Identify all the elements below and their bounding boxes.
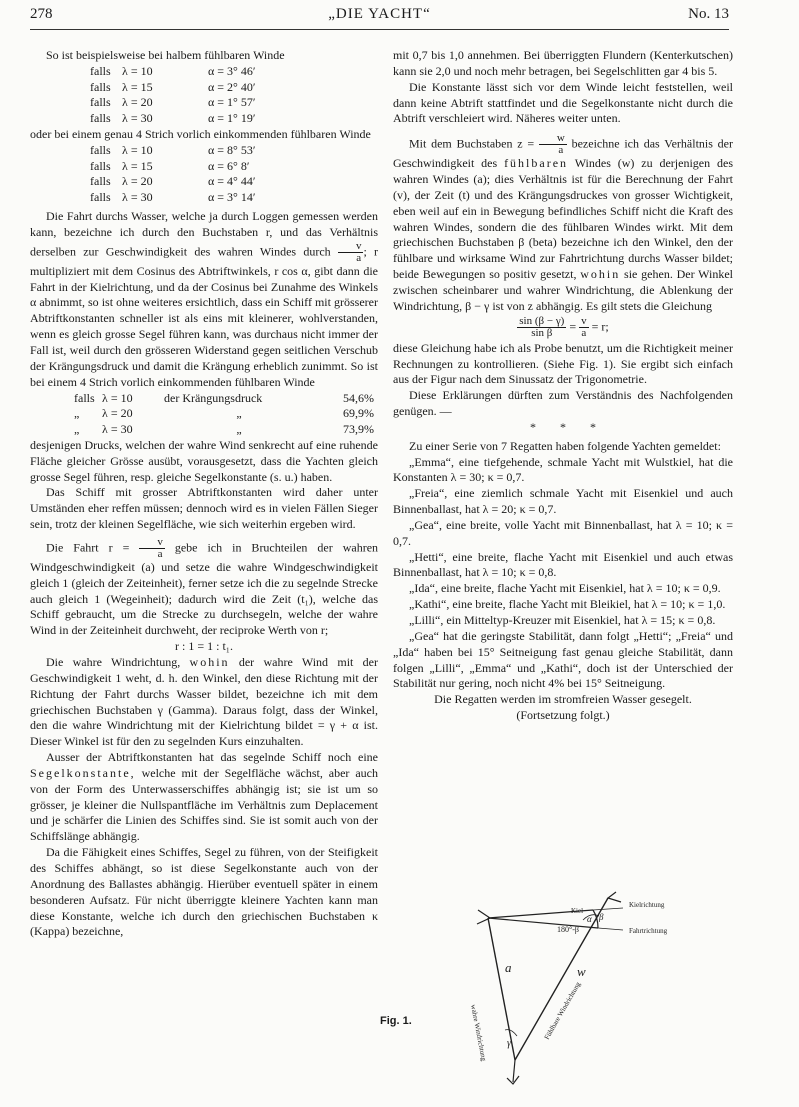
table-cell: λ = 30 bbox=[122, 111, 153, 126]
denominator: a bbox=[558, 144, 564, 157]
table-cell: falls bbox=[90, 142, 111, 157]
table-cell: α = 3° 14′ bbox=[208, 190, 256, 205]
text: bezeichne ich das Verhältnis der Geschwindigkeit des bbox=[393, 136, 734, 171]
arrow-head-top bbox=[608, 892, 621, 902]
alpha-table-half-wind bbox=[90, 64, 298, 127]
fraction-sin bbox=[517, 316, 566, 339]
fuehlbare-text: Fühlbare Windrichtung bbox=[542, 980, 583, 1041]
paragraph: desjenigen Drucks, welchen der wahre Wind senkrecht auf eine ruhende Fläche gleicher Grösse ausübt, vorausgesetzt, dass die Yachten gleich grosse Segel führen, resp. gleiche Segelkonstante (s. u.) haben. bbox=[30, 437, 378, 484]
fahrtrichtung-text: Fahrtrichtung bbox=[629, 927, 668, 935]
alpha-table-4-strich bbox=[90, 143, 298, 206]
table-row bbox=[90, 80, 298, 96]
paragraph: „Gea“ hat die geringste Stabilität, dann folgt „Hetti“; „Freia“ und „Ida“ haben bei 15° Seitneigung fast genau gleiche Stabilität, dann folgen „Lilli“, „Emma“ und „Kathi“, doch ist der Unterschied der Stabilität nur gering, noch nicht 4% bei 15° Seitneigung. bbox=[393, 628, 733, 691]
table-cell: „ bbox=[74, 406, 80, 421]
text: Die wahre Windrichtung, bbox=[46, 655, 181, 670]
paragraph bbox=[30, 750, 378, 845]
numerator: w bbox=[539, 133, 567, 145]
text: durch bbox=[303, 244, 331, 258]
equation-result: = r; bbox=[591, 318, 609, 333]
continuation-note: (Fortsetzung folgt.) bbox=[516, 708, 610, 723]
section-stars: * * * bbox=[530, 419, 596, 434]
table-cell: falls bbox=[90, 63, 111, 78]
text: sie gehen. Der Winkel zwischen scheinbarer und wahrer Windrichtung, die Ablenkung der Windrichtung, β − γ ist von z abhängig. Es gilt stets die Gleichung bbox=[393, 267, 734, 313]
table-row bbox=[90, 174, 298, 190]
fahrtrichtung-line bbox=[598, 928, 623, 930]
yacht-list bbox=[393, 455, 733, 629]
table-cell: falls bbox=[90, 79, 111, 94]
table-cell: α = 2° 40′ bbox=[208, 79, 256, 94]
text: Die Fahrt r = bbox=[46, 540, 130, 555]
denominator: a bbox=[157, 547, 163, 560]
fraction-w-over-a bbox=[539, 133, 567, 156]
table-cell: 54,6% bbox=[343, 390, 374, 405]
table-row bbox=[90, 64, 298, 80]
paragraph: Diese Erklärungen dürften zum Verständnis des Nachfolgenden genügen. — bbox=[393, 388, 733, 419]
yacht-entry: „Lilli“, ein Mitteltyp-Kreuzer mit Eisenkiel, hat λ = 15; κ = 0,8. bbox=[409, 613, 716, 627]
table-cell: λ = 10 bbox=[122, 63, 153, 78]
table-cell: α = 6° 8′ bbox=[208, 158, 250, 173]
text: gebe ich in Bruchteilen der wahren Windgeschwindigkeit (a) und setze die wahre Windgeschwindigkeit gleich 1 (gleich der Zeiteinheit), ferner setze ich die zu segelnde Strecke auch gleich 1 (Wegeinheit); dadurch wird die Zeit (t₁), welche das Schiff gebraucht, um die Strecke zu durchsegeln, welche der wahre Wind in der Zeiteinheit durchweht, der reciproke Werth von r; bbox=[30, 540, 379, 638]
table-cell: „ bbox=[236, 406, 242, 421]
yacht-entry: „Gea“, eine breite, volle Yacht mit Binnenballast, hat λ = 10; κ = 0,7. bbox=[393, 517, 733, 548]
text: ; r multipliziert mit dem Cosinus des Abtriftwinkels, bbox=[30, 244, 379, 278]
table-cell: der Krängungsdruck bbox=[164, 390, 263, 405]
emphasis: Segelkonstante, bbox=[30, 765, 136, 780]
yacht-entry: „Ida“, eine breite, flache Yacht mit Eisenkiel, hat λ = 10; κ = 0,9. bbox=[409, 581, 721, 596]
paragraph: Das Schiff mit grosser Abtriftkonstanten wird daher unter Umständen eher reffen müssen; dennoch wird es in vielen Fällen Sieger sein, trotz der kleinen Segelfläche, wie sich weiterhin ergeben wird. bbox=[30, 485, 378, 532]
table-cell: λ = 15 bbox=[122, 158, 153, 173]
table-cell: λ = 20 bbox=[122, 174, 153, 189]
denominator: a bbox=[581, 326, 587, 339]
header-rule bbox=[30, 29, 729, 30]
text: welche mit der Segelfläche wächst, aber auch von der Form des Unterwasserschiffes abhängig ist; sie ist um so grösser, je kleiner die Nullspantfläche im Verhältnis zum Deplacement und je schärfer die Linien des Schiffes sind. Sie ist somit auch von der Schiffslänge abhängig. bbox=[30, 765, 378, 844]
table-cell: falls bbox=[90, 158, 111, 173]
table-cell: falls bbox=[90, 111, 111, 126]
text: r cos α, gibt dann die Fahrt in der Kielrichtung, und da der Cosinus bei Zunahme des Winkels α abnimmt, so ist ohne weiteres ersichtlich, dass ein Schiff mit grösserer Abtriftkonstanten schneller ist als eins mit kleinerer, wohlverstanden, wenn es gleich grosse Segel führen kann, was durchaus nicht immer der Fall ist, weil durch den grösseren Widerstand gegen seitlichen Verschub der Krängungsdruck und damit die Krängung erheblich zunimmt. So ist bei einem 4 Strich vorlich einkommenden fühlbaren Winde bbox=[30, 263, 379, 389]
table-cell: λ = 30 bbox=[102, 422, 133, 437]
fraction-v-over-a bbox=[139, 537, 165, 560]
denominator: a bbox=[356, 251, 362, 264]
label-alpha: α bbox=[587, 914, 592, 924]
table-cell: 73,9% bbox=[343, 422, 374, 437]
table-cell: falls bbox=[90, 174, 111, 189]
paragraph bbox=[393, 133, 733, 314]
page-header bbox=[30, 6, 729, 30]
table-row bbox=[74, 422, 374, 438]
kiel-text: Kiel bbox=[571, 907, 584, 915]
label-a: a bbox=[505, 960, 512, 975]
paragraph: diese Gleichung habe ich als Probe benutzt, um die Richtigkeit meiner Rechnungen zu kontrollieren. (Siehe Fig. 1). Sie ergibt sich einfach aus der Figur nach dem Sinussatz der Trigonometrie. bbox=[393, 340, 733, 387]
sine-equation: $\frac{\sin (\beta - \gamma)}{\text{sin β}}$ = $\frac{v}{a}$ = r; bbox=[519, 314, 609, 339]
yacht-entry: „Freia“, eine ziemlich schmale Yacht mit Eisenkiel und auch Binnenballast, hat λ = 20; κ = 0,7. bbox=[393, 486, 733, 517]
figure-1-diagram bbox=[393, 880, 733, 1090]
yacht-entry: „Hetti“, eine breite, flache Yacht mit Eisenkiel und auch etwas Binnenballast, hat λ = 10; κ = 0,8. bbox=[393, 549, 733, 580]
figure-label: Fig. 1. bbox=[380, 1015, 412, 1027]
kraengungsdruck-table bbox=[74, 391, 374, 438]
paragraph: Die Regatten werden im stromfreien Wasser gesegelt. bbox=[434, 692, 692, 707]
label-w: w bbox=[577, 964, 586, 979]
table-row bbox=[74, 391, 374, 407]
emphasis: wohin bbox=[189, 655, 230, 670]
paragraph bbox=[30, 537, 378, 639]
kielrichtung-text: Kielrichtung bbox=[629, 901, 665, 909]
table-cell: α = 1° 57′ bbox=[208, 95, 256, 110]
paragraph bbox=[30, 209, 378, 390]
table-cell: α = 1° 19′ bbox=[208, 111, 256, 126]
wind-arrow-tail bbox=[513, 1060, 515, 1082]
table-cell: α = 8° 53′ bbox=[208, 142, 256, 157]
table-row bbox=[74, 406, 374, 422]
fraction-v-over-a bbox=[338, 241, 364, 264]
label-180-beta: 180°-β bbox=[557, 925, 579, 934]
text: Ausser der Abtriftkonstanten hat das segelnde Schiff noch eine bbox=[46, 750, 378, 765]
table-cell: λ = 30 bbox=[122, 190, 153, 205]
table-cell: falls bbox=[90, 190, 111, 205]
table-cell: „ bbox=[236, 422, 242, 437]
issue-number: No. 13 bbox=[688, 6, 729, 22]
label-gamma: γ bbox=[507, 1038, 511, 1049]
left-column bbox=[30, 48, 378, 940]
page-number: 278 bbox=[30, 6, 53, 22]
numerator: v bbox=[581, 314, 587, 327]
wahre-text: wahre Windrichtung bbox=[469, 1003, 488, 1062]
numerator: v bbox=[338, 241, 364, 253]
text: der wahre Wind mit der Geschwindigkeit 1 weht, d. h. den Winkel, den diese Richtung mit der Richtung der Fahrt durchs Wasser bildet, bezeichne ich mit dem griechischen Buchstaben γ (Gamma). Daraus folgt, dass der Winkel, den die wahre Windrichtung mit der Kielrichtung bildet = γ + α ist. Dieser Winkel ist für den zu segelnden Kurs einzuhalten. bbox=[30, 655, 379, 749]
text: Windes (w) zu derjenigen des wahren Windes (a); dies Verhältnis ist für die Berechnung der Fahrt (v), der Zeit (t) und des Krängungsdruckes von grosser Wichtigkeit, eben weil auf ein in Bewegung befindliches Schiff nicht die Kraft des wahren Windes, sondern die des fühlbaren Windes wirkt. Mit dem griechischen Buchstaben β (beta) bezeichne ich den Winkel, den der fühlbare und wirksame Wind zur Fahrtrichtung durchs Wasser bildet; beide Bewegungen so positiv gesetzt, bbox=[393, 156, 733, 282]
text: Mit dem Buchstaben z = bbox=[409, 136, 535, 151]
table-row bbox=[90, 95, 298, 111]
equation: r : 1 = 1 : t₁. bbox=[175, 639, 233, 654]
yacht-entry: „Kathi“, eine breite, flache Yacht mit Bleikiel, hat λ = 10; κ = 1,0. bbox=[409, 597, 726, 612]
table-row bbox=[90, 143, 298, 159]
table-cell: falls bbox=[90, 95, 111, 110]
table-cell: α = 3° 46′ bbox=[208, 63, 256, 78]
fraction-v-over-a bbox=[579, 316, 589, 339]
numerator: v bbox=[139, 537, 165, 549]
table-row bbox=[90, 190, 298, 206]
numerator: sin (β − γ) bbox=[519, 314, 565, 327]
table-cell: λ = 20 bbox=[102, 406, 133, 421]
yacht-entry: „Emma“, eine tiefgehende, schmale Yacht mit Wulstkiel, hat die Konstanten λ = 30; κ = 0,7. bbox=[393, 454, 733, 485]
paragraph: So ist beispielsweise bei halbem fühlbaren Winde bbox=[46, 48, 285, 62]
table-cell: λ = 20 bbox=[122, 95, 153, 110]
table-row bbox=[90, 111, 298, 127]
emphasis: wohin bbox=[580, 267, 621, 282]
right-column bbox=[393, 48, 733, 724]
table-cell: λ = 15 bbox=[122, 79, 153, 94]
table-cell: 69,9% bbox=[343, 406, 374, 421]
kielrichtung-line bbox=[593, 908, 623, 910]
paragraph: Zu einer Serie von 7 Regatten haben folgende Yachten gemeldet: bbox=[409, 438, 721, 453]
angle-arc-gamma bbox=[505, 1030, 517, 1036]
paragraph bbox=[30, 655, 378, 750]
paragraph: oder bei einem genau 4 Strich vorlich einkommenden fühlbaren Winde bbox=[30, 127, 371, 142]
table-cell: α = 4° 44′ bbox=[208, 174, 256, 189]
emphasis: fühlbaren bbox=[504, 156, 569, 171]
paragraph: Die Konstante lässt sich vor dem Winde leicht feststellen, weil dann keine Abtrift stattfindet und die Segelkonstante nicht durch die Abtrift verschleiert wird. Näheres weiter unten. bbox=[393, 79, 733, 126]
fahrt-line bbox=[488, 918, 598, 928]
table-cell: λ = 10 bbox=[122, 142, 153, 157]
text: Die Fahrt durchs Wasser, welche ja durch Loggen gemessen werden kann, bezeichne ich durch den Buchstaben r, und das Verhältnis derselben zur Geschwindigkeit des wahren Windes bbox=[30, 209, 378, 258]
table-cell: „ bbox=[74, 422, 80, 437]
denominator: sin β bbox=[531, 326, 553, 339]
label-beta: β bbox=[599, 912, 604, 922]
journal-title: „DIE YACHT“ bbox=[328, 6, 431, 22]
table-cell: falls bbox=[74, 390, 95, 405]
table-row bbox=[90, 159, 298, 175]
table-cell: λ = 10 bbox=[102, 390, 133, 405]
paragraph: Da die Fähigkeit eines Schiffes, Segel zu führen, von der Steifigkeit des Schiffes abhängt, so ist diese Segelkonstante auch von der Anordnung des Ballastes abhängig. Hierüber eventuell später in einem besonderen Aufsatz. Für nicht überriggte kleinere Yachten kann man diese Konstante, welche ich durch den griechischen Buchstaben κ (Kappa) bezeichne, bbox=[30, 845, 378, 939]
paragraph: mit 0,7 bis 1,0 annehmen. Bei überriggten Flundern (Kenterkutschen) kann sie 2,0 und noch mehr betragen, bei Segelschlitten gar 4 bis 5. bbox=[393, 48, 733, 78]
